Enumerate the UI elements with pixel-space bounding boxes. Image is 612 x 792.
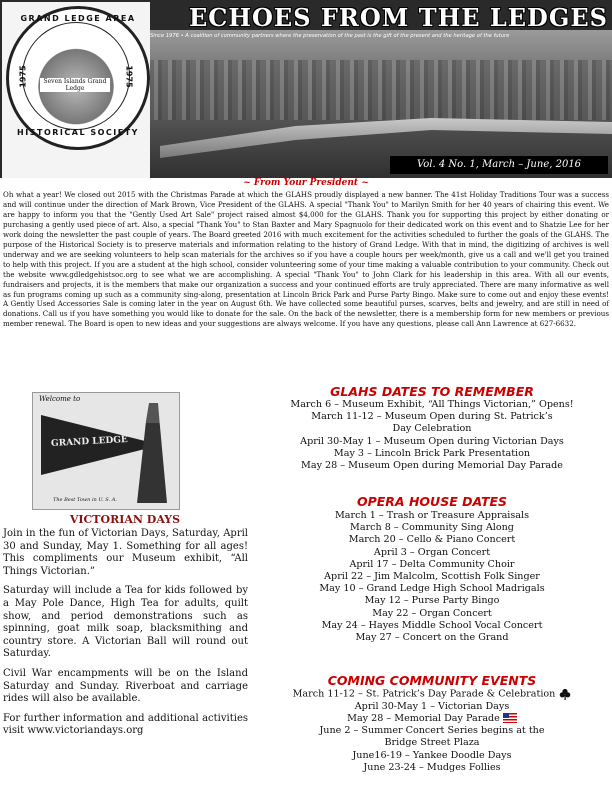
list-item — [252, 688, 612, 701]
list-item: May 22 – Organ Concert — [372, 607, 492, 619]
seal-top-text: GRAND LEDGE AREA — [20, 14, 136, 23]
list-item: April 30-May 1 – Museum Open during Victorian Days — [300, 435, 564, 447]
list-item: June16-19 – Yankee Doodle Days — [352, 749, 512, 761]
pennant-text: GRAND LEDGE — [50, 434, 129, 450]
list-item-text: March 11-12 – St. Patrick’s Day Parade & Celebration — [292, 688, 556, 700]
shamrock-icon — [559, 688, 571, 700]
list-item-text: May 28 – Memorial Day Parade — [347, 712, 500, 724]
list-item: April 22 – Jim Malcolm, Scottish Folk Singer — [324, 571, 540, 583]
list-item: May 3 – Lincoln Brick Park Presentation — [333, 447, 531, 459]
glahs-dates-heading: GLAHS DATES TO REMEMBER — [330, 384, 534, 399]
community-events-heading: COMING COMMUNITY EVENTS — [327, 673, 537, 688]
victorian-paragraph: Saturday will include a Tea for kids followed by a May Pole Dance, High Tea for adults, quilt show, and period demonstrations such as spinning, goat milk soap, blacksmithing and country store. A Victorian Ball will round out Saturday. — [3, 585, 248, 660]
list-item: April 30-May 1 – Victorian Days — [354, 700, 510, 712]
victorian-days-article — [3, 528, 248, 745]
seal-year-right: 1975 — [124, 65, 134, 88]
volume-issue: Vol. 4 No. 1, March – June, 2016 — [390, 156, 608, 174]
welcome-text: Welcome to — [39, 395, 81, 403]
list-item: March 1 – Trash or Treasure Appraisals — [334, 510, 530, 521]
victorian-paragraph: Civil War encampments will be on the Island Saturday and Sunday. Riverboat and carriage rides will also be available. — [3, 667, 248, 705]
list-item: June 2 – Summer Concert Series begins at the — [319, 725, 545, 737]
welcome-photo — [32, 392, 180, 510]
victorian-days-heading: VICTORIAN DAYS — [69, 513, 181, 526]
list-item: April 3 – Organ Concert — [373, 546, 491, 558]
seal-bottom-text: HISTORICAL SOCIETY — [17, 128, 139, 137]
opera-house-heading: OPERA HOUSE DATES — [356, 494, 508, 509]
list-item: May 27 – Concert on the Grand — [355, 632, 509, 644]
us-flag-icon — [503, 713, 517, 723]
list-item: April 17 – Delta Community Choir — [349, 558, 515, 570]
seal-center-text: Seven Islands Grand Ledge — [40, 78, 110, 92]
masthead-title: ECHOES FROM THE LEDGES — [188, 3, 608, 32]
list-item: March 20 – Cello & Piano Concert — [348, 534, 516, 546]
list-item: Day Celebration — [392, 423, 472, 435]
list-item: May 24 – Hayes Middle School Vocal Concert — [321, 619, 543, 631]
list-item: June 23-24 – Mudges Follies — [363, 761, 501, 773]
seal-illustration — [22, 22, 130, 130]
masthead-tagline: Since 1976 • A coalition of community partners where the preservation of the past is the gift of the present and the heritage of the future — [150, 33, 510, 39]
welcome-caption: The Best Town in U. S. A. — [53, 497, 117, 503]
header-photo-ledges — [148, 60, 612, 120]
list-item: May 12 – Purse Party Bingo — [364, 595, 500, 607]
list-item: May 10 – Grand Ledge High School Madrigals — [319, 583, 545, 595]
victorian-paragraph: Join in the fun of Victorian Days, Saturday, April 30 and Sunday, May 1. Something for all ages! This compliments our Museum exhibit, “All Things Victorian.” — [3, 528, 248, 577]
list-item: May 28 – Museum Open during Memorial Day Parade — [301, 460, 563, 472]
victorian-paragraph: For further information and additional activities visit www.victoriandays.org — [3, 712, 248, 737]
opera-house-list — [252, 510, 612, 644]
list-item: March 11-12 – Museum Open during St. Patrick’s — [311, 411, 553, 423]
seal-year-left: 1975 — [18, 65, 28, 88]
president-letter: Oh what a year! We closed out 2015 with the Christmas Parade at which the GLAHS proudly displayed a new banner. The 41st Holiday Traditions Tour was a success and will continue under the direction of Mark Brown, Vice President of the GLAHS. A special "Thank You" to Marilyn Smith for her 40 years of chairing this event. We are happy to inform you that the "Gently Used Art Sale" project raised almost $4,000 for the GLAHS. Thank you for supporting this project by either donating or purchasing a gently used piece of art. Also, a special "Thank You" to Stan Baxter and Mary Spagnuolo for their dedicated work on this event and to Shatzie Lee for her work doing the newsletter the past couple of years. The Board greeted 2016 with much excitement for the activities scheduled to further the goals of the GLAHS. The purpose of the Historical Society is to preserve materials and information relating to the history of Grand Ledge. With that in mind, the digitizing of archives is well underway and we are seeking volunteers to help scan materials for the archives so if you have a couple hours per week/month, give us a call and we'll get you trained to help with this project. If you are a student at the high school, consider volunteering some of your time making a valuable contribution to your community. Check out the website www.gdledgehistsoc.org to see what we are accomplishing. A special "Thank You" to John Clark for his leadership in this area. With all our events, fundraisers and projects, it is the members that make our organization a success and your continued efforts are truly appreciated. There are many informative as well as fun programs coming up such as a community sing-along, presentation at Lincoln Brick Park and Purse Party Bingo. Make sure to come out and enjoy these events! A Gently Used Accessories Sale is coming later in the year on August 6th. We have collected some beautiful purses, scarves, belts and jewelry, and are still in need of donations. Call us if you have something you would like to donate for the sale. On the back of the newsletter, there is a membership form for new members or previous member renewal. The Board is open to new ideas and your suggestions are always welcome. If you have any questions, please call Ann Lawrence at 627-6632. — [3, 190, 609, 329]
list-item: Bridge Street Plaza — [384, 737, 480, 749]
list-item — [252, 713, 612, 725]
list-item: March 6 – Museum Exhibit, “All Things Victorian,” Opens! — [290, 399, 574, 410]
president-heading: ~ From Your President ~ — [243, 178, 369, 188]
list-item: March 8 – Community Sing Along — [350, 522, 514, 534]
community-events-list — [252, 688, 612, 774]
glahs-dates-list — [252, 399, 612, 472]
